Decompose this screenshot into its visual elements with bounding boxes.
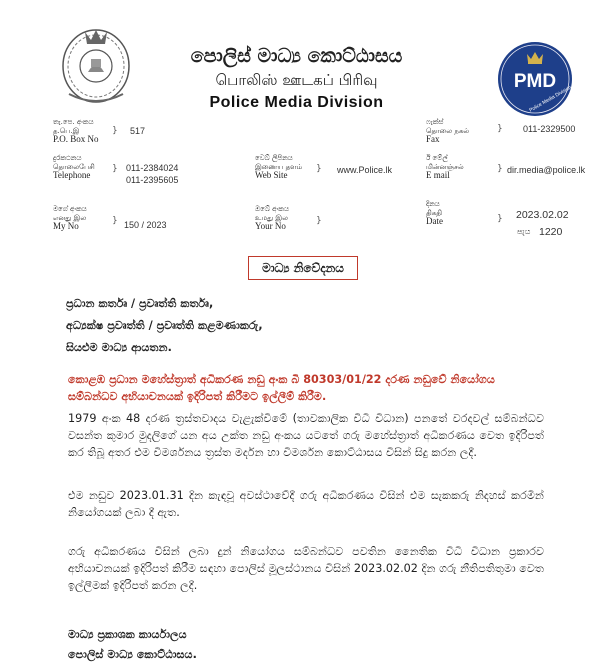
email-label: ඊ මේල් மின்னஞ்சல் E mail [426, 154, 464, 180]
press-release-title: මාධ්‍ය නිවේදනය [248, 256, 358, 280]
title-sinhala: පොලිස් මාධ්‍ය කොට්ඨාසය [190, 45, 403, 67]
my-no-label: මගේ අංකය எனது இல My No [53, 205, 87, 231]
po-box-value: 517 [130, 126, 146, 136]
signature-office: මාධ්‍ය ප්‍රකාශක කාර්යාලය [68, 628, 187, 641]
pmd-logo-text: PMD [513, 71, 557, 92]
time-label: පැය [517, 227, 531, 236]
recipient-line: සියළුම මාධ්‍ය ආයතන. [66, 341, 172, 354]
recipient-line: ප්‍රධාන කර්තෘ / ප්‍රවෘත්ති කර්තෘ, [66, 297, 214, 310]
recipient-line: අධ්‍යක්ෂ ප්‍රවෘත්ති / ප්‍රවෘත්ති කළමණාකරු, [66, 319, 263, 332]
website-label: වෙබ් ලිපිනය இணைய தளம் Web Site [255, 154, 303, 180]
body-paragraph: ගරු අධිකරණය විසින් ලබා දුන් නියෝගය සම්බන්ධව පවතින නෛතික විධි විධාන ප්‍රකාරව අභියාචනයක් ඉදිරිපත් කිරීම සඳහා පොලිස් මූලස්ථානය විසින් 2023.02.02 දින ගරු නීතිපතිතුමා වෙත ඉල්ලීමක් ඉදිරිපත් කරන ලදී. [68, 545, 544, 592]
date-label: දිනය திகதி Date [426, 200, 443, 226]
telephone-value-1: 011-2384024 [126, 163, 179, 173]
website-value[interactable]: www.Police.lk [337, 165, 393, 175]
your-no-label: ඔබේ අංකය உமது இல Your No [255, 205, 289, 231]
signature-division: පොලිස් මාධ්‍ය කොට්ඨාසය. [68, 648, 197, 661]
my-no-value: 150 / 2023 [124, 220, 167, 230]
subject-line: කොළඹ ප්‍රධාන මහේස්ත්‍රාත් අධිකරණ නඩු අංක බී 80303/01/22 දරණ නඩුවේ නියෝගය සම්බන්ධව අභියාචනයක් ඉදිරිපත් කිරීමට ඉල්ලීම් කිරීම. [68, 373, 495, 403]
time-value: 1220 [539, 226, 563, 238]
title-english: Police Media Division [209, 94, 384, 111]
fax-label: ෆැක්ස් தொலை நகல் Fax [426, 118, 470, 144]
po-box-label: තැ.පෙ. අංකය த.பெ.இ P.O. Box No [53, 118, 99, 144]
date-value: 2023.02.02 [516, 209, 569, 221]
pmd-logo-icon [496, 40, 574, 118]
title-tamil: பொலிஸ் ஊடகப் பிரிவு [215, 71, 378, 89]
telephone-label: දුරකථනය தொலைபேசி Telephone [53, 154, 95, 180]
email-value[interactable]: dir.media@police.lk [507, 165, 586, 175]
pmd-logo-ring-text: Police Media Division [528, 84, 573, 114]
telephone-value-2: 011-2395605 [126, 175, 179, 185]
body-paragraph: එම නඩුව 2023.01.31 දින කැඳවූ අවස්ථාවේදී ගරු අධිකරණය විසින් එම සැකකරු නිදහස් කරමින් නියෝගයක් ලබා දී ඇත. [68, 489, 544, 519]
fax-value: 011-2329500 [523, 124, 576, 134]
body-paragraph: 1979 අංක 48 දරණ ත්‍රස්තවාදය වැළැක්වීමේ (තාවකාලික විධි විධාන) පනතේ වරදවල් සම්බන්ධව වසන්ත කුමාර මුදලිගේ යන අය උක්ත නඩු අංකය යටතේ ගරු මහේස්ත්‍රාත් අධිකරණය වෙත ඉදිරිපත් කර තිබූ අතර එම විමර්ශනය ත්‍රස්ත මර්දන හා විමර්ශන කොට්ඨාසය විසින් සිදු කරන ලදී. [68, 412, 544, 459]
